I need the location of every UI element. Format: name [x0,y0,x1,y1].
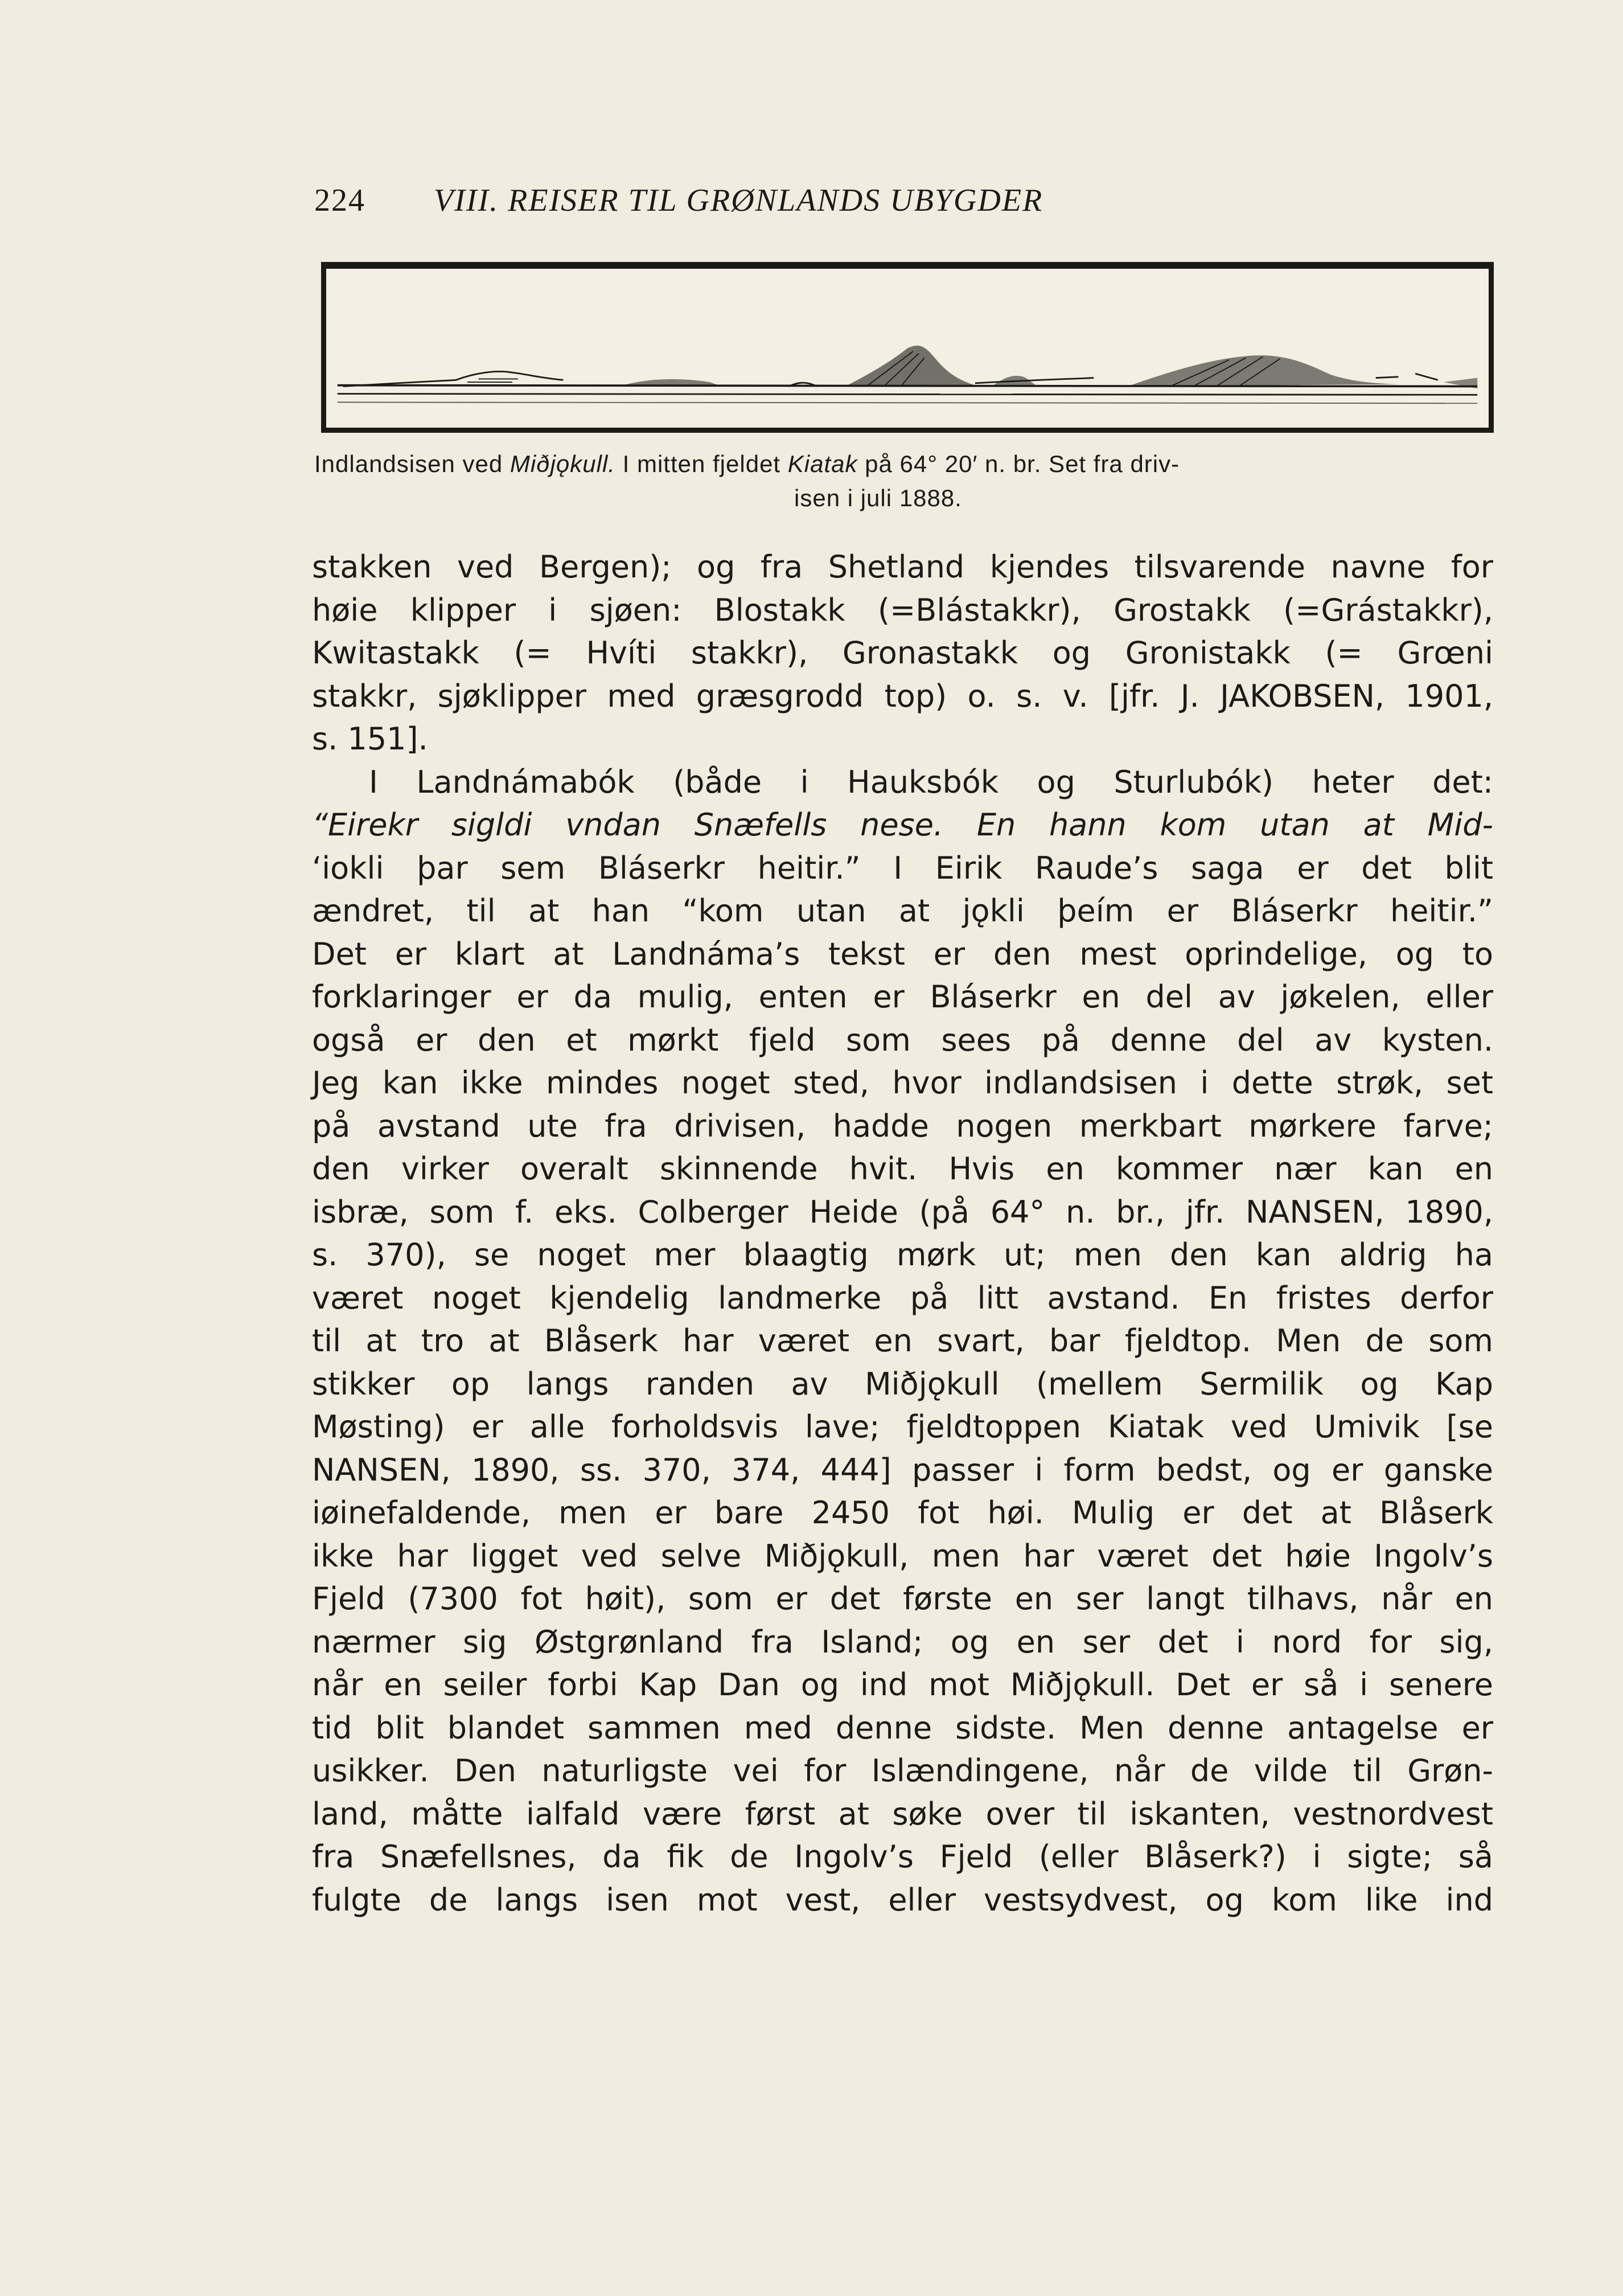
page-number: 224 [314,183,365,218]
text-line: til at tro at Blåserk har været en svart, bar fjeldtop. Men de som [312,1323,1493,1359]
caption-text-1: Indlandsisen ved [314,450,510,477]
text-line: iøinefaldende, men er bare 2450 fot høi. Mulig er det at Blåserk [312,1495,1493,1531]
text-line: Det er klart at Landnáma’s tekst er den mest oprindelige, og to [312,936,1493,972]
quote-line: ‘iokli þar sem Bláserkr heitir.” I Eirik Raude’s saga er det blit [312,850,1493,886]
running-title: VIII. REISER TIL GRØNLANDS UBYGDER [434,183,1043,218]
text-line: NANSEN, 1890, ss. 370, 374, 444] passer i form bedst, og er ganske [312,1452,1493,1488]
text-line: fra Snæfellsnes, da fik de Ingolv’s Fjeld (eller Blåserk?) i sigte; så [312,1839,1493,1875]
text-line: Fjeld (7300 fot høit), som er det første en ser langt tilhavs, når en [312,1581,1493,1617]
quote-line: ændret, til at han “kom utan at jǫkli þeím er Bláserkr heitir.” [312,893,1493,929]
text-line: på avstand ute fra drivisen, hadde nogen merkbart mørkere farve; [312,1108,1493,1144]
text-line: stakken ved Bergen); og fra Shetland kjendes tilsvarende navne for [312,549,1493,585]
caption-text-3: på 64° 20′ n. br. Set fra driv- [857,450,1180,477]
text-line: isbræ, som f. eks. Colberger Heide (på 64° n. br., jfr. NANSEN, 1890, [312,1194,1493,1230]
text-line: høie klipper i sjøen: Blostakk (=Blástakkr), Grostakk (=Grástakkr), [312,592,1493,628]
quote-line: “Eirekr sigldi vndan Snæfells nese. En hann kom utan at Mid- [312,807,1493,843]
caption-mountain: Kiatak [787,450,858,477]
text-line: stikker op langs randen av Miðjǫkull (mellem Sermilik og Kap [312,1366,1493,1402]
text-line: Møsting) er alle forholdsvis lave; fjeldtoppen Kiatak ved Umivik [se [312,1409,1493,1445]
caption-place: Miðjǫkull. [510,450,615,477]
text-line: nærmer sig Østgrønland fra Island; og en ser det i nord for sig, [312,1623,1493,1660]
caption-text-2: I mitten fjeldet [615,450,788,477]
text-line: fulgte de langs isen mot vest, eller vestsydvest, og kom like ind [312,1881,1493,1918]
text-line: stakkr, sjøklipper med græsgrodd top) o. s. v. [jfr. J. JAKOBSEN, 1901, [312,678,1493,714]
text-line: land, måtte ialfald være først at søke over til iskanten, vestnordvest [312,1795,1493,1832]
running-header [314,182,1453,228]
caption-line-2: isen i juli 1888. [794,485,962,511]
ice-horizon-drawing [326,269,1489,428]
text-line: når en seiler forbi Kap Dan og ind mot Miðjǫkull. Det er så i senere [312,1667,1493,1703]
text-line: forklaringer er da mulig, enten er Bláserkr en del av jøkelen, eller [312,979,1493,1015]
text-line: usikker. Den naturligste vei for Islændingene, når de vilde til Grøn- [312,1753,1493,1789]
text-line: s. 151]. [312,721,428,757]
body-text [312,546,1493,1921]
paragraph-start-line: I Landnámabók (både i Hauksbók og Sturlubók) heter det: [369,764,1493,800]
text-line: Kwitastakk (= Hvíti stakkr), Gronastakk og Gronistakk (= Grœni [312,635,1493,671]
text-line: s. 370), se noget mer blaagtig mørk ut; men den kan aldrig ha [312,1237,1493,1273]
text-line: Jeg kan ikke mindes noget sted, hvor indlandsisen i dette strøk, set [312,1065,1493,1101]
landscape-illustration [321,262,1494,433]
text-line: været noget kjendelig landmerke på litt avstand. En fristes derfor [312,1280,1493,1316]
text-line: også er den et mørkt fjeld som sees på denne del av kysten. [312,1022,1493,1058]
text-line: tid blit blandet sammen med denne sidste. Men denne antagelse er [312,1709,1493,1746]
figure-caption [314,447,1498,515]
text-line: ikke har ligget ved selve Miðjǫkull, men har været det høie Ingolv’s [312,1538,1493,1574]
text-line: den virker overalt skinnende hvit. Hvis en kommer nær kan en [312,1151,1493,1187]
